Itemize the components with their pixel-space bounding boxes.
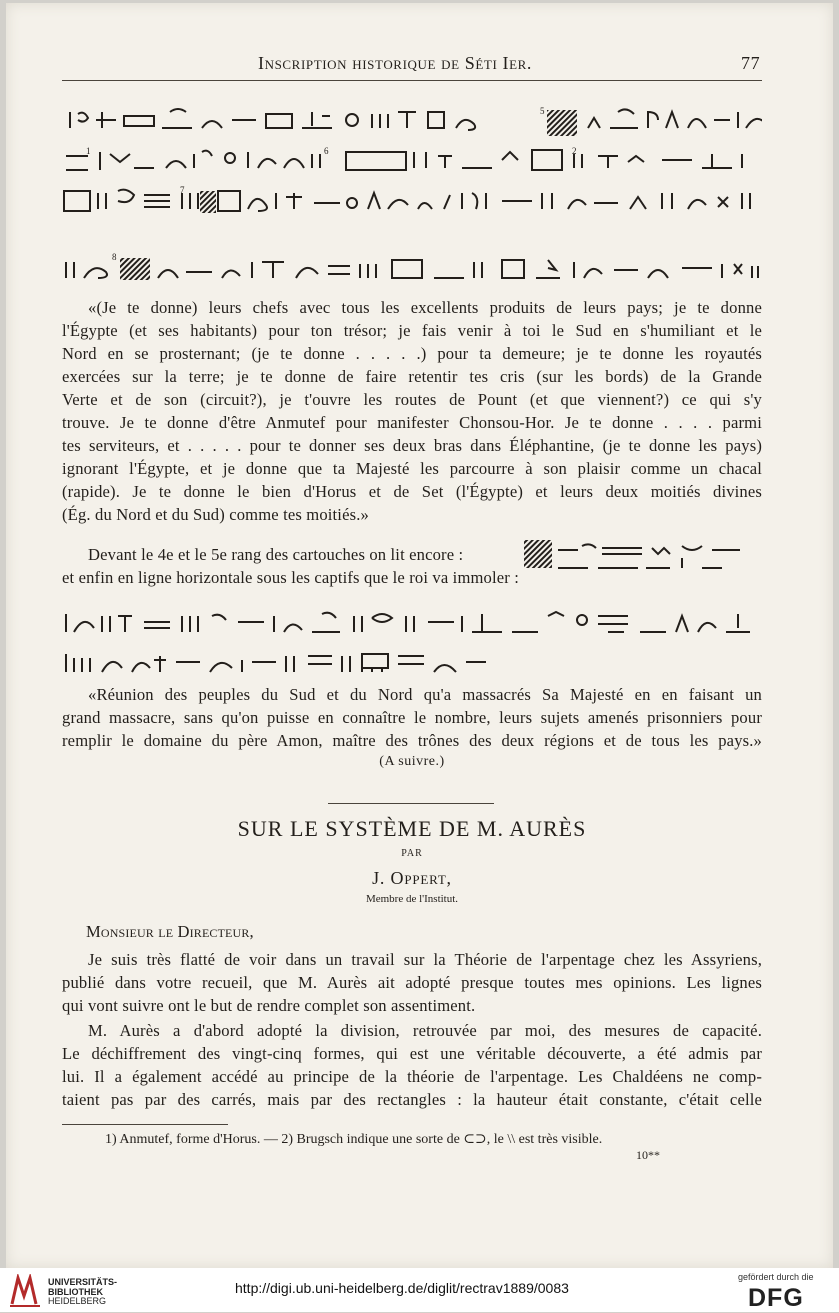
- hieroglyph-line-number: 5: [540, 106, 545, 116]
- header-rule: [62, 80, 762, 81]
- hieroglyph-line-5: [62, 602, 762, 638]
- salutation: Monsieur le Directeur,: [86, 922, 254, 941]
- text-line: lui. Il a également accédé au principe de la théorie de l'arpentage. Les Chaldéens ne comp-: [62, 1067, 762, 1086]
- page-number: 77: [741, 53, 761, 73]
- footnote: 1) Anmutef, forme d'Horus. — 2) Brugsch indique une sorte de ⊂⊃, le \\ est très visible.: [105, 1132, 603, 1147]
- article-affiliation: Membre de l'Institut.: [365, 893, 459, 905]
- library-line: BIBLIOTHEK: [48, 1286, 103, 1297]
- text-line: «(Je te donne) leurs chefs avec tous les excellents produits de leurs pays; je te donne: [88, 298, 762, 317]
- library-line: HEIDELBERG: [48, 1296, 107, 1306]
- svg-text:7: 7: [180, 185, 185, 195]
- running-head: Inscription historique de Séti Ier.: [258, 53, 532, 73]
- hieroglyph-glyphs: [62, 102, 762, 138]
- hieroglyph-line-1: [62, 102, 762, 138]
- hieroglyph-glyphs: [62, 250, 762, 286]
- hieroglyph-line-2: [62, 142, 762, 178]
- hieroglyph-glyphs: [62, 142, 762, 178]
- translation-paragraph: [62, 296, 762, 526]
- article-par: PAR: [401, 848, 423, 859]
- text-line: tes serviteurs, et . . . . . pour te donner ses deux bras dans Éléphantine, (je te donne les pays): [62, 436, 762, 455]
- hieroglyph-line-4: [62, 250, 762, 286]
- text-line: Nord en se prosternant; (je te donne . . . . .) pour ta demeure; je te donne les royautés: [62, 344, 762, 363]
- text-line: Verte et de son (circuit?), je t'ouvre les routes de Pount (et que viennent?) ce qui s'y: [62, 390, 762, 409]
- text-line: qui vont suivre ont le but de rendre complet son assentiment.: [62, 996, 476, 1015]
- inline-hieroglyphs: [522, 538, 762, 578]
- text-line: (Ég. du Nord et du Sud) comme tes moitiés.»: [62, 505, 369, 524]
- text-line: publié dans votre recueil, que M. Aurès ait adopté presque toutes mes opinions. Les lignes: [62, 973, 762, 992]
- section-rule: [328, 803, 494, 804]
- library-name: [48, 1278, 117, 1307]
- sponsor-label: gefördert durch die: [738, 1272, 814, 1282]
- text-line: trouve. Je te donne d'être Anmutef pour manifester Chonsou-Hor. Je te donne . . . . parmi: [62, 413, 762, 432]
- hieroglyph-line-6: [62, 642, 762, 678]
- text-line: «Réunion des peuples du Sud et du Nord qu'a massacrés Sa Majesté en en faisant un: [88, 685, 762, 704]
- text-line: ignorant l'Égypte, et je donne que ta Majesté les parcourre à son plaisir comme un chacal: [62, 459, 762, 478]
- text-line: Le déchiffrement des vingt-cinq formes, qui est une véritable découverte, a été admis par: [62, 1044, 762, 1063]
- signature-mark: 10**: [636, 1148, 660, 1162]
- hieroglyph-glyphs: [62, 602, 762, 638]
- text-line: l'Égypte (et ses habitants) pour ton trésor; je fais venir à toi le Sud en s'humiliant et le: [62, 321, 762, 340]
- article-title: SUR LE SYSTÈME DE M. AURÈS: [237, 816, 587, 841]
- article-author: J. Oppert,: [372, 868, 452, 888]
- svg-text:6: 6: [324, 146, 329, 156]
- text-line: remplir le domaine du père Amon, maître des trônes des deux régions et de tous les pays.»: [62, 731, 762, 750]
- source-url-link[interactable]: http://digi.ub.uni-heidelberg.de/diglit/rectrav1889/0083: [235, 1280, 569, 1296]
- university-library-logo-icon: [8, 1274, 42, 1308]
- dfg-logo: DFG: [748, 1284, 804, 1312]
- svg-text:2: 2: [572, 146, 577, 156]
- text-line: grand massacre, sans qu'on puisse en connaître le nombre, leurs sujets amenés prisonniers pour: [62, 708, 762, 727]
- text-line: Devant le 4e et le 5e rang des cartouches on lit encore :: [88, 545, 464, 564]
- hieroglyph-line-3: [62, 183, 762, 219]
- a-suivre: (A suivre.): [379, 754, 445, 769]
- text-line: Je suis très flatté de voir dans un travail sur la Théorie de l'arpentage chez les Assyriens,: [88, 950, 762, 969]
- library-line: UNIVERSITÄTS-: [48, 1277, 118, 1287]
- digitization-footer: [0, 1268, 839, 1312]
- text-line: (rapide). Je te donne le bien d'Horus et de Set (l'Égypte) et leurs deux moitiés divines: [62, 482, 762, 501]
- hieroglyph-glyphs: [62, 183, 762, 219]
- text-line: taient pas par des carrés, mais par des rectangles : la hauteur était constante, c'était celle: [62, 1090, 762, 1109]
- text-line: et enfin en ligne horizontale sous les captifs que le roi va immoler :: [62, 568, 520, 587]
- hieroglyph-glyphs: [62, 642, 762, 678]
- text-line: exercées sur la terre; je te donne de faire retentir tes cris (sur les bords) de la Grande: [62, 367, 762, 386]
- svg-text:1: 1: [86, 146, 91, 156]
- body-paragraph-2: [62, 1019, 762, 1111]
- body-paragraph-1: [62, 948, 762, 1017]
- footnote-rule: [62, 1124, 228, 1125]
- text-line: M. Aurès a d'abord adopté la division, retrouvée par moi, des mesures de capacité.: [88, 1021, 762, 1040]
- svg-text:8: 8: [112, 252, 117, 262]
- reunion-paragraph: [62, 683, 762, 752]
